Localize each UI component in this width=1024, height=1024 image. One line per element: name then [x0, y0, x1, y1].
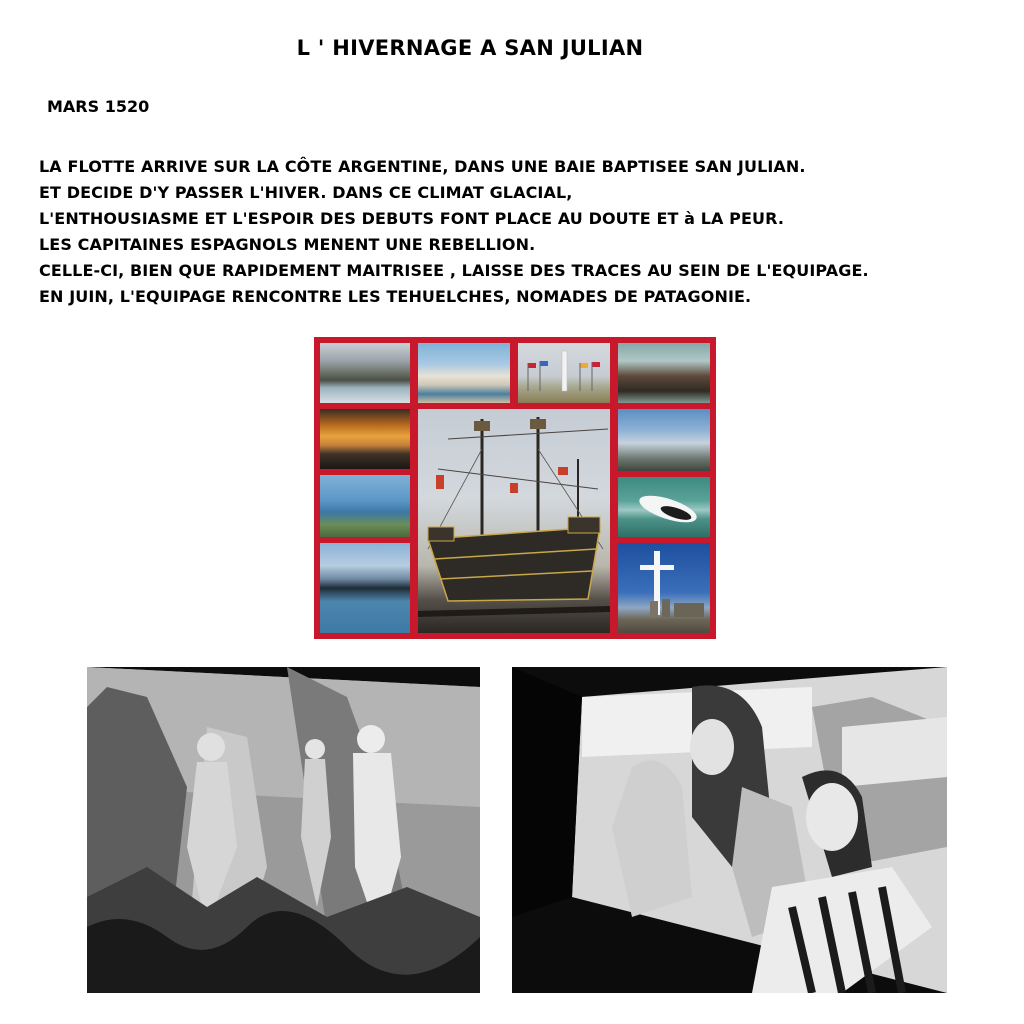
date-heading: MARS 1520: [47, 97, 150, 116]
collage-photo-cormorants: [320, 543, 410, 633]
paragraph-line: L'ENTHOUSIASME ET L'ESPOIR DES DEBUTS FONT PLACE AU DOUTE ET à LA PEUR.: [39, 209, 785, 228]
paragraph-line: CELLE-CI, BIEN QUE RAPIDEMENT MAITRISEE , LAISSE DES TRACES AU SEIN DE L'EQUIPAGE.: [39, 261, 869, 280]
collage-photo-cliffs: [418, 343, 510, 403]
collage-photo-rocks: [618, 343, 710, 403]
collage-photo-sunset: [320, 409, 410, 469]
collage-photo-harbour: [618, 409, 710, 471]
paragraph-line: LES CAPITAINES ESPAGNOLS MENENT UNE REBELLION.: [39, 235, 536, 254]
collage-photo-coast: [320, 343, 410, 403]
photo-collage: [314, 337, 716, 639]
dolphin-illustration: [618, 477, 710, 537]
ship-illustration: [418, 409, 610, 633]
page-title: L ' HIVERNAGE A SAN JULIAN: [296, 36, 644, 60]
cross-illustration: [618, 543, 710, 633]
monument-flags-illustration: [518, 343, 610, 403]
exhibition-projection-photo-forest: [87, 667, 480, 993]
collage-photo-dolphin: [618, 477, 710, 537]
paragraph-line: EN JUIN, L'EQUIPAGE RENCONTRE LES TEHUELCHES, NOMADES DE PATAGONIE.: [39, 287, 752, 306]
paragraph-line: LA FLOTTE ARRIVE SUR LA CÔTE ARGENTINE, DANS UNE BAIE BAPTISEE SAN JULIAN.: [39, 157, 806, 176]
collage-photo-ship-replica: [418, 409, 610, 633]
collage-photo-bay: [320, 475, 410, 537]
collage-photo-monument-flags: [518, 343, 610, 403]
collage-photo-cross: [618, 543, 710, 633]
projection-tehuelche-illustration: [512, 667, 947, 993]
narrative-paragraph: [39, 154, 1009, 310]
paragraph-line: ET DECIDE D'Y PASSER L'HIVER. DANS CE CLIMAT GLACIAL,: [39, 183, 573, 202]
exhibition-projection-photo-tehuelche: [512, 667, 947, 993]
projection-forest-illustration: [87, 667, 480, 993]
